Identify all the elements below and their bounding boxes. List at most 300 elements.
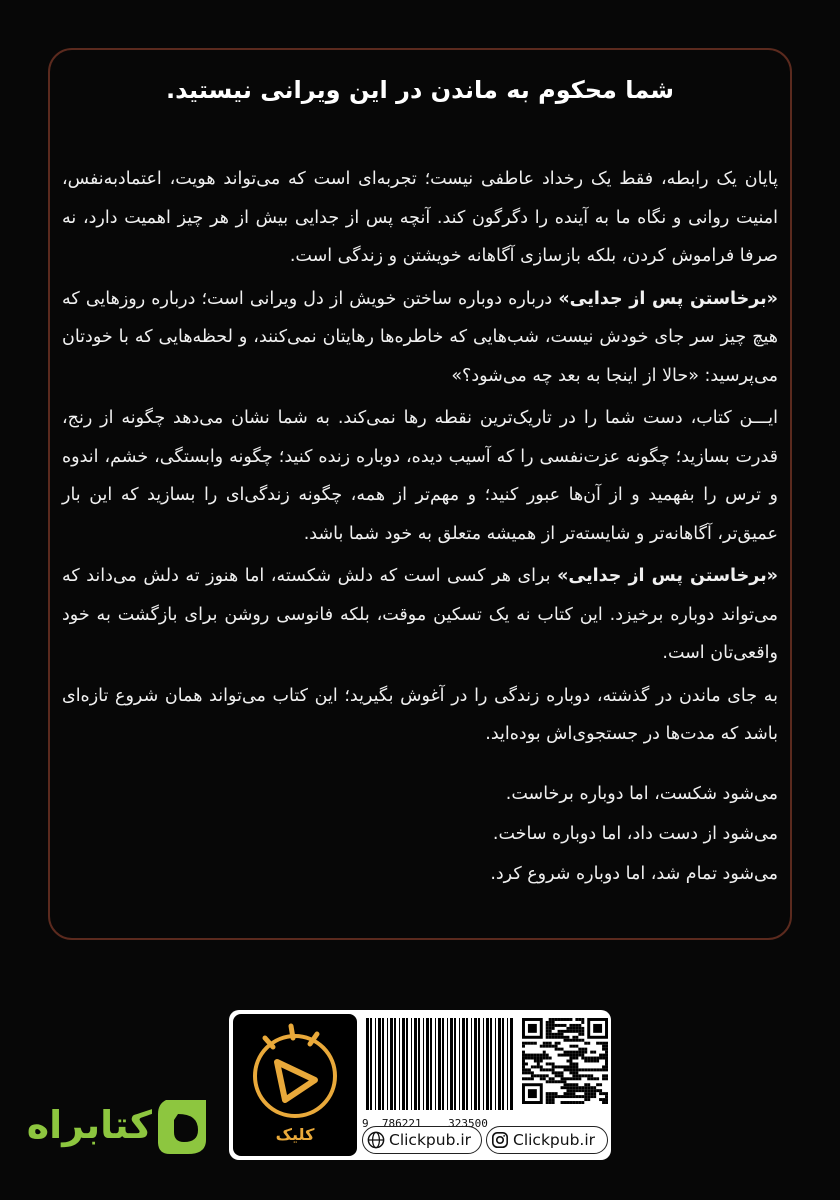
qr-module <box>561 1036 564 1039</box>
qr-module <box>540 1045 543 1048</box>
qr-module <box>561 1024 564 1027</box>
qr-module <box>522 1051 525 1054</box>
qr-module <box>590 1092 593 1095</box>
qr-module <box>528 1054 531 1057</box>
qr-module <box>599 1089 602 1092</box>
qr-module <box>593 1089 596 1092</box>
barcode-bar <box>510 1018 513 1110</box>
qr-module <box>587 1042 590 1045</box>
barcode-bar <box>498 1018 501 1110</box>
qr-module <box>599 1098 602 1101</box>
qr-module <box>599 1042 602 1045</box>
qr-module <box>596 1077 599 1080</box>
barcode-bar <box>414 1018 417 1110</box>
qr-module <box>552 1092 555 1095</box>
barcode-bar <box>466 1018 468 1110</box>
qr-module <box>602 1101 605 1104</box>
qr-module <box>578 1077 581 1080</box>
qr-module <box>549 1080 552 1083</box>
qr-module <box>602 1057 605 1060</box>
barcode-bar <box>490 1018 492 1110</box>
qr-module <box>605 1054 608 1057</box>
qr-module <box>546 1024 549 1027</box>
qr-module <box>555 1092 558 1095</box>
qr-module <box>593 1092 596 1095</box>
qr-module <box>569 1018 572 1021</box>
qr-module <box>566 1027 569 1030</box>
qr-module <box>584 1068 587 1071</box>
qr-module <box>555 1071 558 1074</box>
qr-module <box>566 1083 569 1086</box>
paragraph-5-text: به جای ماندن در گذشته، دوباره زندگی را در آغوش بگیرید؛ این کتاب می‌تواند همان شروع تازه‌ای باشد که مدت‌ها در جستجوی‌اش بوده‌اید. <box>62 685 778 744</box>
qr-module <box>578 1027 581 1030</box>
qr-module <box>581 1033 584 1036</box>
qr-module <box>578 1024 581 1027</box>
qr-module <box>575 1101 578 1104</box>
qr-module <box>587 1083 590 1086</box>
barcode-bar <box>486 1018 489 1110</box>
qr-module <box>605 1077 608 1080</box>
qr-module <box>537 1062 540 1065</box>
qr-module <box>558 1024 561 1027</box>
qr-module <box>555 1033 558 1036</box>
qr-module <box>581 1101 584 1104</box>
qr-module <box>522 1060 525 1063</box>
qr-module <box>581 1095 584 1098</box>
qr-module <box>566 1101 569 1104</box>
qr-module <box>546 1074 549 1077</box>
qr-module <box>575 1051 578 1054</box>
qr-module <box>525 1062 528 1065</box>
qr-module <box>537 1074 540 1077</box>
barcode-bar <box>507 1018 508 1110</box>
qr-module <box>581 1054 584 1057</box>
qr-module <box>578 1101 581 1104</box>
barcode-bar <box>478 1018 480 1110</box>
qr-module <box>569 1086 572 1089</box>
qr-module <box>552 1036 555 1039</box>
qr-module <box>534 1060 537 1063</box>
qr-module <box>543 1051 546 1054</box>
qr-module <box>581 1086 584 1089</box>
qr-module <box>596 1068 599 1071</box>
qr-module <box>590 1089 593 1092</box>
barcode-bar <box>402 1018 405 1110</box>
barcode-bar <box>502 1018 504 1110</box>
qr-module <box>575 1089 578 1092</box>
qr-module <box>590 1060 593 1063</box>
qr-module <box>566 1054 569 1057</box>
closing-line-3: می‌شود تمام شد، اما دوباره شروع کرد. <box>490 863 778 884</box>
qr-module <box>564 1024 567 1027</box>
qr-module <box>546 1095 549 1098</box>
publisher-logo <box>233 1014 357 1156</box>
qr-module <box>561 1101 564 1104</box>
paragraph-1-text: پایان یک رابطه، فقط یک رخداد عاطفی نیست؛ تجربه‌ای است که می‌تواند هویت، اعتمادبه‌نفس، امنیت روانی و نگاه ما به آینده را دگرگون کند. آنچه پس از جدایی بیش از هر چیز اهمیت دارد، نه صرفا فراموش کردن، بلکه بازسازی آگاهانه خویشتن و زندگی است. <box>62 169 778 266</box>
qr-module <box>552 1068 555 1071</box>
qr-module <box>525 1057 528 1060</box>
barcode-bar <box>474 1018 477 1110</box>
qr-module <box>569 1057 572 1060</box>
qr-module <box>578 1033 581 1036</box>
qr-module <box>599 1083 602 1086</box>
qr-module <box>549 1062 552 1065</box>
qr-module <box>564 1039 567 1042</box>
qr-module <box>546 1030 549 1033</box>
qr-module <box>605 1057 608 1060</box>
qr-module <box>578 1054 581 1057</box>
barcode-bar <box>394 1018 396 1110</box>
qr-module <box>569 1071 572 1074</box>
qr-module <box>572 1054 575 1057</box>
qr-module <box>531 1077 534 1080</box>
qr-module <box>546 1068 549 1071</box>
qr-module <box>561 1030 564 1033</box>
qr-module <box>593 1086 596 1089</box>
website-text: Clickpub.ir <box>389 1131 472 1149</box>
qr-module <box>525 1077 528 1080</box>
qr-module <box>593 1057 596 1060</box>
qr-module <box>555 1036 558 1039</box>
qr-module <box>537 1054 540 1057</box>
qr-module <box>549 1077 552 1080</box>
paragraph-5 <box>62 677 778 754</box>
headline: شما محکوم به ماندن در این ویرانی نیستید. <box>166 76 674 104</box>
qr-module <box>575 1045 578 1048</box>
paragraph-2-text: درباره دوباره ساختن خویش از دل ویرانی است؛ درباره روزهایی که هیچ چیز سر جای خودش نیست، شب‌هایی که خاطره‌ها رهایتان نمی‌کنند، و لحظه‌هایی که با خودتان می‌پرسید: «حالا از اینجا به بعد چه می‌شود؟» <box>62 288 778 386</box>
website-link-right[interactable] <box>486 1126 608 1154</box>
qr-module <box>602 1098 605 1101</box>
qr-module <box>605 1060 608 1063</box>
paragraph-2 <box>62 280 778 396</box>
barcode-bar <box>390 1018 393 1110</box>
qr-module <box>575 1062 578 1065</box>
paragraph-3-text: ایـــن کتاب، دست شما را در تاریک‌ترین نقطه رها نمی‌کند. به شما نشان می‌دهد چگونه از رنج، قدرت بسازید؛ چگونه عزت‌نفسی را که آسیب دیده، دوباره زنده کنید؛ چگونه وابستگی، خشم، اندوه و ترس را بفهمید و از آن‌ها عبور کنید؛ و مهم‌تر از همه، چگونه زندگی‌ای را بسازید که این بار عمیق‌تر، آگاهانه‌تر و شایسته‌تر از همیشه متعلق به خود شما باشد. <box>62 408 778 544</box>
qr-module <box>587 1095 590 1098</box>
qr-module <box>584 1074 587 1077</box>
qr-module <box>522 1062 525 1065</box>
qr-module <box>575 1024 578 1027</box>
qr-module <box>584 1098 587 1101</box>
qr-module <box>569 1089 572 1092</box>
qr-module <box>575 1027 578 1030</box>
qr-module <box>561 1033 564 1036</box>
qr-module <box>569 1054 572 1057</box>
qr-module <box>605 1092 608 1095</box>
qr-module <box>552 1098 555 1101</box>
qr-module <box>564 1036 567 1039</box>
qr-module <box>555 1042 558 1045</box>
qr-module <box>564 1018 567 1021</box>
qr-module <box>590 1074 593 1077</box>
qr-module <box>605 1101 608 1104</box>
qr-module <box>555 1024 558 1027</box>
qr-module <box>561 1074 564 1077</box>
qr-module <box>572 1036 575 1039</box>
qr-module <box>587 1057 590 1060</box>
qr-module <box>561 1086 564 1089</box>
qr-module <box>564 1095 567 1098</box>
qr-module <box>558 1065 561 1068</box>
qr-module <box>575 1039 578 1042</box>
barcode-bar <box>399 1018 400 1110</box>
qr-module <box>578 1095 581 1098</box>
barcode-bar <box>426 1018 429 1110</box>
qr-module <box>602 1048 605 1051</box>
globe-icon <box>367 1131 385 1149</box>
qr-module <box>575 1095 578 1098</box>
qr-module <box>546 1042 549 1045</box>
qr-module <box>605 1048 608 1051</box>
book-title-quote: «برخاستن پس از جدایی» <box>557 566 778 586</box>
qr-module <box>525 1068 528 1071</box>
isbn-number: 9 786221 323500 <box>362 1117 488 1130</box>
qr-module <box>566 1018 569 1021</box>
qr-module <box>546 1062 549 1065</box>
qr-module <box>584 1083 587 1086</box>
qr-module <box>549 1098 552 1101</box>
qr-module <box>590 1057 593 1060</box>
qr-module <box>543 1074 546 1077</box>
store-name: کتابراه <box>26 1103 152 1147</box>
svg-text:کلیک: کلیک <box>275 1125 315 1144</box>
qr-module <box>552 1062 555 1065</box>
qr-module <box>564 1092 567 1095</box>
qr-module <box>555 1095 558 1098</box>
qr-module <box>546 1036 549 1039</box>
qr-module <box>602 1077 605 1080</box>
qr-module <box>564 1051 567 1054</box>
qr-module <box>534 1074 537 1077</box>
qr-module <box>564 1068 567 1071</box>
qr-module <box>572 1051 575 1054</box>
qr-module <box>578 1074 581 1077</box>
qr-module <box>581 1048 584 1051</box>
qr-module <box>522 1057 525 1060</box>
qr-module <box>593 1068 596 1071</box>
qr-module <box>584 1092 587 1095</box>
qr-module <box>572 1024 575 1027</box>
qr-module <box>552 1101 555 1104</box>
qr-code[interactable] <box>522 1018 608 1104</box>
qr-module <box>558 1018 561 1021</box>
qr-module <box>602 1092 605 1095</box>
qr-module <box>522 1068 525 1071</box>
qr-module <box>581 1021 584 1024</box>
qr-module <box>522 1077 525 1080</box>
qr-module <box>605 1065 608 1068</box>
qr-module <box>522 1042 525 1045</box>
qr-module <box>543 1042 546 1045</box>
qr-module <box>531 1071 534 1074</box>
qr-module <box>534 1057 537 1060</box>
qr-module <box>558 1071 561 1074</box>
closing-line-1: می‌شود شکست، اما دوباره برخاست. <box>505 783 778 804</box>
qr-module <box>561 1080 564 1083</box>
qr-module <box>569 1092 572 1095</box>
paragraph-4 <box>62 557 778 673</box>
qr-module <box>537 1060 540 1063</box>
qr-module <box>522 1045 525 1048</box>
qr-module <box>540 1065 543 1068</box>
qr-module <box>602 1065 605 1068</box>
qr-module <box>546 1098 549 1101</box>
qr-module <box>581 1018 584 1021</box>
qr-module <box>575 1054 578 1057</box>
qr-module <box>572 1057 575 1060</box>
qr-module <box>575 1057 578 1060</box>
qr-module <box>549 1095 552 1098</box>
qr-module <box>564 1054 567 1057</box>
qr-module <box>561 1071 564 1074</box>
qr-module <box>572 1077 575 1080</box>
qr-module <box>552 1095 555 1098</box>
barcode-bar <box>387 1018 388 1110</box>
qr-module <box>549 1027 552 1030</box>
qr-module <box>581 1051 584 1054</box>
qr-module <box>569 1030 572 1033</box>
qr-module <box>596 1060 599 1063</box>
qr-module <box>596 1083 599 1086</box>
qr-module <box>546 1101 549 1104</box>
qr-module <box>578 1048 581 1051</box>
barcode-bar <box>471 1018 472 1110</box>
closing-lines <box>62 774 778 894</box>
qr-module <box>602 1068 605 1071</box>
qr-module <box>578 1068 581 1071</box>
qr-module <box>540 1068 543 1071</box>
qr-module <box>605 1042 608 1045</box>
qr-module <box>605 1068 608 1071</box>
qr-module <box>587 1060 590 1063</box>
qr-module <box>572 1065 575 1068</box>
qr-module <box>575 1036 578 1039</box>
qr-module <box>564 1083 567 1086</box>
qr-module <box>578 1039 581 1042</box>
paragraph-1 <box>62 160 778 276</box>
qr-module <box>552 1077 555 1080</box>
qr-module <box>564 1030 567 1033</box>
qr-module <box>558 1080 561 1083</box>
qr-module <box>531 1054 534 1057</box>
qr-module <box>569 1101 572 1104</box>
barcode-bar <box>430 1018 432 1110</box>
qr-module <box>584 1089 587 1092</box>
qr-module <box>558 1054 561 1057</box>
qr-module <box>575 1071 578 1074</box>
qr-module <box>590 1077 593 1080</box>
qr-module <box>590 1068 593 1071</box>
qr-module <box>605 1095 608 1098</box>
qr-module <box>569 1060 572 1063</box>
qr-module <box>531 1065 534 1068</box>
qr-module <box>546 1057 549 1060</box>
qr-module <box>590 1051 593 1054</box>
qr-module <box>564 1086 567 1089</box>
qr-module <box>572 1039 575 1042</box>
qr-module <box>528 1077 531 1080</box>
qr-module <box>552 1071 555 1074</box>
qr-module <box>525 1071 528 1074</box>
barcode-bar <box>418 1018 420 1110</box>
qr-module <box>569 1077 572 1080</box>
qr-module <box>531 1042 534 1045</box>
qr-module <box>534 1065 537 1068</box>
qr-module <box>558 1095 561 1098</box>
qr-module <box>555 1045 558 1048</box>
website-text: Clickpub.ir <box>513 1131 596 1149</box>
qr-module <box>540 1074 543 1077</box>
qr-module <box>537 1065 540 1068</box>
barcode-bar <box>438 1018 441 1110</box>
qr-module <box>569 1051 572 1054</box>
barcode-bar <box>370 1018 372 1110</box>
barcode-bar <box>454 1018 456 1110</box>
qr-module <box>596 1089 599 1092</box>
qr-module <box>566 1065 569 1068</box>
qr-module <box>584 1086 587 1089</box>
qr-module <box>578 1018 581 1021</box>
qr-module <box>555 1018 558 1021</box>
qr-module <box>534 1042 537 1045</box>
qr-module <box>552 1033 555 1036</box>
qr-module <box>605 1074 608 1077</box>
paragraph-4-text: برای هر کسی است که دلش شکسته، اما هنوز ته دلش می‌داند که می‌تواند دوباره برخیزد. این کتاب نه یک تسکین موقت، بلکه فانوسی روشن برای بازگشت به خود واقعی‌تان است. <box>62 566 778 663</box>
qr-module <box>587 1089 590 1092</box>
qr-module <box>537 1057 540 1060</box>
qr-module <box>569 1062 572 1065</box>
qr-module <box>587 1074 590 1077</box>
qr-module <box>543 1077 546 1080</box>
barcode-bar <box>411 1018 412 1110</box>
barcode-bar <box>483 1018 484 1110</box>
qr-module <box>599 1054 602 1057</box>
qr-module <box>564 1077 567 1080</box>
qr-module <box>534 1054 537 1057</box>
qr-module <box>602 1074 605 1077</box>
qr-module <box>549 1030 552 1033</box>
qr-module <box>599 1068 602 1071</box>
barcode-bar <box>442 1018 444 1110</box>
qr-module <box>531 1057 534 1060</box>
qr-module <box>584 1060 587 1063</box>
qr-module <box>555 1065 558 1068</box>
qr-module <box>566 1086 569 1089</box>
qr-module <box>575 1083 578 1086</box>
qr-module <box>555 1074 558 1077</box>
qr-module <box>522 1071 525 1074</box>
qr-module <box>552 1021 555 1024</box>
qr-module <box>569 1083 572 1086</box>
qr-module <box>558 1074 561 1077</box>
qr-module <box>575 1018 578 1021</box>
qr-module <box>558 1048 561 1051</box>
qr-module <box>552 1065 555 1068</box>
qr-module <box>575 1068 578 1071</box>
barcode-bar <box>450 1018 453 1110</box>
qr-module <box>546 1080 549 1083</box>
qr-module <box>561 1095 564 1098</box>
website-link-left[interactable] <box>362 1126 482 1154</box>
qr-module <box>558 1036 561 1039</box>
qr-module <box>569 1039 572 1042</box>
qr-module <box>605 1098 608 1101</box>
barcode-bar <box>495 1018 496 1110</box>
qr-module <box>581 1089 584 1092</box>
qr-module <box>581 1057 584 1060</box>
qr-module <box>552 1045 555 1048</box>
qr-module <box>572 1086 575 1089</box>
